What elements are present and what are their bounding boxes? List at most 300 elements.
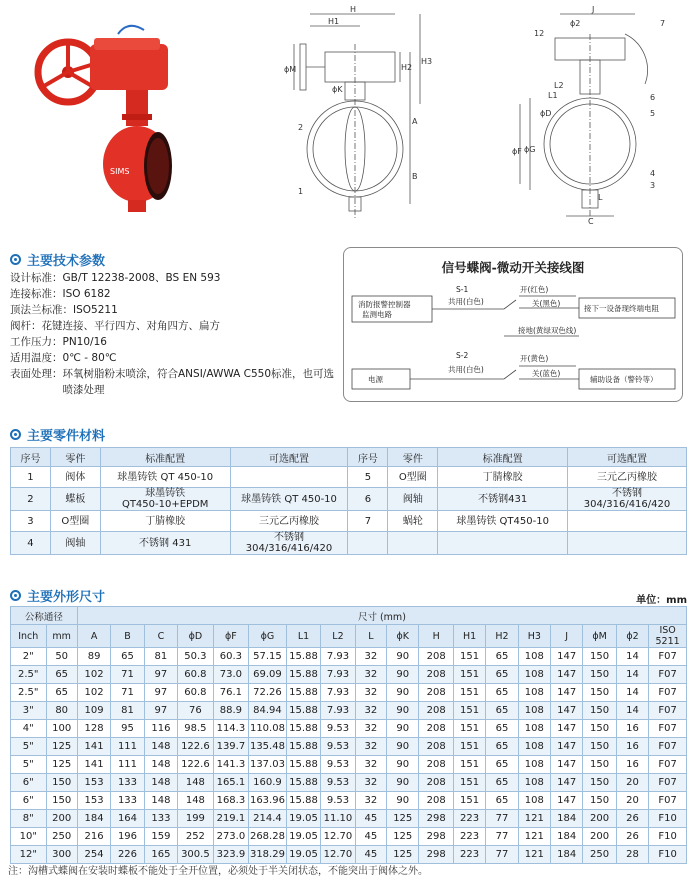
dims-row <box>11 792 687 810</box>
dims-cell: 216 <box>77 828 110 846</box>
dims-cell: 9.53 <box>321 774 355 792</box>
dims-cell: 90 <box>387 774 419 792</box>
wiring-s2-close: 关(蓝色) <box>532 369 561 378</box>
dims-cell: 90 <box>387 738 419 756</box>
parts-header-cell: 可选配置 <box>230 448 348 467</box>
parts-cell: 三元乙丙橡胶 <box>230 511 348 532</box>
dims-cell: 32 <box>355 774 386 792</box>
parts-header-cell: 可选配置 <box>568 448 687 467</box>
dims-cell: 223 <box>453 810 485 828</box>
spec-item <box>10 318 335 334</box>
dims-cell: 65 <box>46 684 77 702</box>
parts-cell <box>230 467 348 488</box>
dims-cell: 98.5 <box>178 720 214 738</box>
spec-key: 适用温度： <box>10 352 63 364</box>
dims-cell: F07 <box>649 720 687 738</box>
wiring-box1-line2: 监测电路 <box>362 310 392 319</box>
dims-cell: 8" <box>11 810 47 828</box>
dims-cell: 81 <box>111 702 144 720</box>
parts-cell: 丁腈橡胶 <box>100 511 230 532</box>
dims-column-header: L1 <box>286 625 320 648</box>
dim-phiF-label: ϕF <box>512 147 522 156</box>
dims-cell: 19.05 <box>286 828 320 846</box>
dims-row <box>11 666 687 684</box>
wiring-box2: 接下一设备现终端电阻 <box>584 304 659 313</box>
dims-cell: F10 <box>649 810 687 828</box>
dims-cell: 90 <box>387 792 419 810</box>
dims-cell: 148 <box>144 756 177 774</box>
dims-column-header: L2 <box>321 625 355 648</box>
dims-cell: 164 <box>111 810 144 828</box>
circle-bullet-icon <box>10 254 21 265</box>
dims-cell: 102 <box>77 666 110 684</box>
dims-cell: 151 <box>453 666 485 684</box>
dims-cell: 208 <box>419 756 453 774</box>
dims-cell: 196 <box>111 828 144 846</box>
dims-cell: 147 <box>551 648 583 666</box>
dims-row <box>11 756 687 774</box>
dims-cell: 122.6 <box>178 738 214 756</box>
dim-A-label: A <box>412 117 418 126</box>
dims-cell: 108 <box>518 666 550 684</box>
dims-cell: 200 <box>583 810 616 828</box>
dims-cell: 125 <box>387 846 419 864</box>
parts-cell: 阀轴 <box>50 532 100 555</box>
dims-cell: 133 <box>144 810 177 828</box>
dims-cell: 147 <box>551 720 583 738</box>
dims-cell: 223 <box>453 846 485 864</box>
parts-cell <box>568 532 687 555</box>
dim-L1-label: L1 <box>548 91 558 100</box>
dims-cell: 184 <box>77 810 110 828</box>
dims-cell: 90 <box>387 684 419 702</box>
dims-cell: 150 <box>583 774 616 792</box>
dims-cell: 77 <box>486 810 518 828</box>
parts-cell: 球墨铸铁 QT450-10+EPDM <box>100 488 230 511</box>
dims-cell: 208 <box>419 684 453 702</box>
dims-cell: 153 <box>77 774 110 792</box>
dims-cell: 14 <box>616 702 648 720</box>
dims-cell: F07 <box>649 792 687 810</box>
dims-cell: 121 <box>518 810 550 828</box>
dims-cell: 151 <box>453 792 485 810</box>
parts-row <box>11 467 687 488</box>
dims-cell: 16 <box>616 738 648 756</box>
dims-cell: 111 <box>111 756 144 774</box>
dims-cell: 160.9 <box>249 774 287 792</box>
dims-cell: 318.29 <box>249 846 287 864</box>
spec-key: 顶法兰标准： <box>10 304 73 316</box>
dims-cell: 298 <box>419 810 453 828</box>
dim-J-label: J <box>592 5 595 14</box>
parts-cell: O型圈 <box>388 467 438 488</box>
dims-cell: 65 <box>486 756 518 774</box>
dims-cell: 15.88 <box>286 702 320 720</box>
dims-row <box>11 774 687 792</box>
dims-cell: 151 <box>453 684 485 702</box>
dims-cell: 135.48 <box>249 738 287 756</box>
dims-cell: F07 <box>649 756 687 774</box>
callout-7: 7 <box>660 19 666 28</box>
dims-cell: 76.1 <box>213 684 249 702</box>
parts-row <box>11 511 687 532</box>
wiring-diagram <box>343 247 683 402</box>
parts-cell: O型圈 <box>50 511 100 532</box>
wiring-box1-line1: 消防报警控制器 <box>358 300 411 309</box>
dims-row <box>11 648 687 666</box>
dims-cell: 108 <box>518 684 550 702</box>
dims-cell: 77 <box>486 828 518 846</box>
dims-cell: 214.4 <box>249 810 287 828</box>
dims-cell: 300 <box>46 846 77 864</box>
dims-cell: 139.7 <box>213 738 249 756</box>
dims-cell: F07 <box>649 702 687 720</box>
dims-cell: 116 <box>144 720 177 738</box>
dims-cell: 298 <box>419 846 453 864</box>
dims-column-header: J <box>551 625 583 648</box>
dims-column-header: ϕM <box>583 625 616 648</box>
parts-cell: 3 <box>11 511 51 532</box>
dims-cell: 7.93 <box>321 648 355 666</box>
dims-cell: 6" <box>11 792 47 810</box>
parts-row <box>11 532 687 555</box>
dims-cell: 150 <box>583 702 616 720</box>
dims-cell: 10" <box>11 828 47 846</box>
wiring-schematic <box>344 276 684 401</box>
callout-5: 5 <box>650 109 656 118</box>
dims-cell: 148 <box>144 774 177 792</box>
dims-cell: 2.5" <box>11 666 47 684</box>
dim-phiD-label: ϕD <box>540 109 552 118</box>
dims-cell: 76 <box>178 702 214 720</box>
dims-cell: 9.53 <box>321 756 355 774</box>
dims-cell: 26 <box>616 828 648 846</box>
parts-cell <box>348 532 388 555</box>
dims-cell: 90 <box>387 648 419 666</box>
wiring-ground: 接地(黄绿双色线) <box>518 326 577 335</box>
dims-cell: 110.08 <box>249 720 287 738</box>
dims-row <box>11 810 687 828</box>
dims-column-header: H <box>419 625 453 648</box>
side-view-drawing <box>270 4 433 226</box>
dims-column-header: ϕK <box>387 625 419 648</box>
dims-cell: 250 <box>583 846 616 864</box>
dims-row <box>11 846 687 864</box>
parts-header-cell: 标准配置 <box>438 448 568 467</box>
dims-cell: 208 <box>419 648 453 666</box>
dims-column-header: L <box>355 625 386 648</box>
dims-cell: 125 <box>46 756 77 774</box>
parts-cell <box>568 511 687 532</box>
spec-value: 环氧树脂粉末喷涂，符合ANSI/AWWA C550标准，也可选喷漆处理 <box>62 368 335 396</box>
dims-cell: 32 <box>355 648 386 666</box>
dims-column-header: mm <box>46 625 77 648</box>
spec-value: GB/T 12238-2008、BS EN 593 <box>62 272 221 284</box>
dims-cell: 148 <box>144 738 177 756</box>
dims-cell: 159 <box>144 828 177 846</box>
dims-cell: 77 <box>486 846 518 864</box>
dims-cell: 122.6 <box>178 756 214 774</box>
dims-cell: 90 <box>387 756 419 774</box>
dims-cell: 45 <box>355 810 386 828</box>
dim-phiG-label: ϕG <box>524 145 536 154</box>
dims-cell: 150 <box>583 666 616 684</box>
dims-column-header: H3 <box>518 625 550 648</box>
dims-cell: 150 <box>583 720 616 738</box>
dims-column-header: H2 <box>486 625 518 648</box>
dims-cell: 14 <box>616 666 648 684</box>
dims-cell: 147 <box>551 774 583 792</box>
dims-cell: 45 <box>355 828 386 846</box>
dims-cell: 32 <box>355 756 386 774</box>
dims-cell: 133 <box>111 774 144 792</box>
wiring-s1-common: 共用(白色) <box>448 297 484 306</box>
dims-cell: 15.88 <box>286 666 320 684</box>
dims-cell: 108 <box>518 702 550 720</box>
dim-H3-label: H3 <box>421 57 433 66</box>
dims-cell: 12.70 <box>321 846 355 864</box>
wiring-s1: S-1 <box>456 285 469 294</box>
dims-cell: 2" <box>11 648 47 666</box>
dims-column-header: ISO 5211 <box>649 625 687 648</box>
dim-H-label: H <box>350 5 357 14</box>
dims-cell: 298 <box>419 828 453 846</box>
dims-cell: 223 <box>453 828 485 846</box>
dims-cell: 108 <box>518 792 550 810</box>
spec-key: 连接标准： <box>10 288 63 300</box>
dims-cell: 125 <box>387 828 419 846</box>
dims-cell: 102 <box>77 684 110 702</box>
spec-value: 0℃ - 80℃ <box>62 352 117 364</box>
dims-cell: F10 <box>649 846 687 864</box>
dim-phiM-label: ϕM <box>284 65 297 74</box>
dims-cell: 150 <box>583 792 616 810</box>
dims-cell: 208 <box>419 720 453 738</box>
dims-cell: 65 <box>486 738 518 756</box>
dims-cell: 184 <box>551 828 583 846</box>
dims-cell: 184 <box>551 846 583 864</box>
specs-list <box>10 270 335 398</box>
parts-cell: 球墨铸铁 QT 450-10 <box>230 488 348 511</box>
dims-cell: 88.9 <box>213 702 249 720</box>
dim-L2-label: L2 <box>554 81 564 90</box>
dims-cell: 60.3 <box>213 648 249 666</box>
dims-cell: 148 <box>178 792 214 810</box>
dims-cell: 90 <box>387 666 419 684</box>
dims-cell: 108 <box>518 648 550 666</box>
dims-cell: 148 <box>178 774 214 792</box>
dims-cell: 121 <box>518 846 550 864</box>
dims-cell: 65 <box>486 792 518 810</box>
parts-cell: 丁腈橡胶 <box>438 467 568 488</box>
wiring-s1-close: 关(黑色) <box>532 299 561 308</box>
callout-1: 1 <box>298 187 304 196</box>
dims-cell: 65 <box>486 720 518 738</box>
dims-cell: 150 <box>583 738 616 756</box>
parts-heading: 主要零件材料 <box>10 425 105 444</box>
dims-cell: 32 <box>355 792 386 810</box>
dims-cell: 19.05 <box>286 810 320 828</box>
dims-cell: 147 <box>551 666 583 684</box>
dims-cell: 208 <box>419 666 453 684</box>
dims-cell: 153 <box>77 792 110 810</box>
dims-cell: 300.5 <box>178 846 214 864</box>
dims-cell: 15.88 <box>286 792 320 810</box>
parts-header-cell: 零件 <box>388 448 438 467</box>
dims-cell: 109 <box>77 702 110 720</box>
dims-cell: 84.94 <box>249 702 287 720</box>
dims-cell: 165.1 <box>213 774 249 792</box>
dims-cell: 14 <box>616 648 648 666</box>
dims-cell: 108 <box>518 738 550 756</box>
dims-cell: 141.3 <box>213 756 249 774</box>
spec-key: 工作压力： <box>10 336 63 348</box>
dims-cell: 65 <box>486 648 518 666</box>
dims-cell: 9.53 <box>321 792 355 810</box>
dims-cell: 12" <box>11 846 47 864</box>
dims-column-header: C <box>144 625 177 648</box>
spec-value: 花键连接、平行四方、对角四方、扁方 <box>41 320 220 332</box>
dims-column-header: ϕD <box>178 625 214 648</box>
dims-cell: 226 <box>111 846 144 864</box>
callout-6: 6 <box>650 93 656 102</box>
dims-cell: 121 <box>518 828 550 846</box>
dims-cell: 7.93 <box>321 666 355 684</box>
dims-cell: 32 <box>355 684 386 702</box>
valve-photo <box>30 14 195 214</box>
size-header: 尺寸 (mm) <box>77 607 686 625</box>
dims-cell: 150 <box>583 756 616 774</box>
parts-cell: 不锈钢 431 <box>100 532 230 555</box>
wiring-s2: S-2 <box>456 351 469 360</box>
parts-cell <box>388 532 438 555</box>
dim-C-label: C <box>588 217 594 226</box>
dims-column-header: ϕF <box>213 625 249 648</box>
dims-cell: 80 <box>46 702 77 720</box>
install-note: 注：沟槽式蝶阀在安装时蝶板不能处于全开位置，必须处于半关闭状态，不能突出于阀体之外。 <box>8 866 428 877</box>
parts-header-cell: 零件 <box>50 448 100 467</box>
spec-key: 表面处理： <box>10 368 63 380</box>
dims-cell: 200 <box>46 810 77 828</box>
wiring-s2-open: 开(黄色) <box>520 354 549 363</box>
dims-cell: 3" <box>11 702 47 720</box>
parts-cell: 蝶板 <box>50 488 100 511</box>
dims-cell: 137.03 <box>249 756 287 774</box>
dims-cell: 50.3 <box>178 648 214 666</box>
dims-cell: 125 <box>46 738 77 756</box>
parts-cell: 6 <box>348 488 388 511</box>
dims-cell: 9.53 <box>321 720 355 738</box>
dims-cell: 15.88 <box>286 648 320 666</box>
dims-cell: 168.3 <box>213 792 249 810</box>
dims-row <box>11 702 687 720</box>
parts-cell: 三元乙丙橡胶 <box>568 467 687 488</box>
parts-cell: 阀体 <box>50 467 100 488</box>
dims-cell: 151 <box>453 720 485 738</box>
dims-cell: 151 <box>453 774 485 792</box>
dims-cell: 150 <box>46 774 77 792</box>
dims-cell: 69.09 <box>249 666 287 684</box>
dims-cell: 73.0 <box>213 666 249 684</box>
dims-cell: 163.96 <box>249 792 287 810</box>
dims-cell: 81 <box>144 648 177 666</box>
dims-cell: 65 <box>486 666 518 684</box>
dims-cell: 219.1 <box>213 810 249 828</box>
dims-column-header: ϕ2 <box>616 625 648 648</box>
parts-row <box>11 488 687 511</box>
dims-cell: 133 <box>111 792 144 810</box>
svg-text:SIMS: SIMS <box>110 167 130 176</box>
dim-H2-label: H2 <box>401 63 413 72</box>
dims-cell: 57.15 <box>249 648 287 666</box>
spec-value: ISO5211 <box>73 304 118 316</box>
dims-cell: 15.88 <box>286 774 320 792</box>
dims-cell: 50 <box>46 648 77 666</box>
wiring-s2-common: 共用(白色) <box>448 365 484 374</box>
dims-cell: 6" <box>11 774 47 792</box>
dims-cell: 254 <box>77 846 110 864</box>
dims-cell: 65 <box>111 648 144 666</box>
dims-cell: 89 <box>77 648 110 666</box>
circle-bullet-icon <box>10 429 21 440</box>
dims-cell: F07 <box>649 684 687 702</box>
dims-cell: 60.8 <box>178 684 214 702</box>
dims-cell: 151 <box>453 702 485 720</box>
dims-column-header: ϕG <box>249 625 287 648</box>
dims-cell: 45 <box>355 846 386 864</box>
dims-cell: 108 <box>518 774 550 792</box>
dims-cell: 71 <box>111 684 144 702</box>
dim-H1-label: H1 <box>328 17 340 26</box>
dims-cell: F10 <box>649 828 687 846</box>
dims-cell: 16 <box>616 756 648 774</box>
dim-B-label: B <box>412 172 418 181</box>
dims-row <box>11 738 687 756</box>
dims-cell: 268.28 <box>249 828 287 846</box>
dims-cell: 15.88 <box>286 720 320 738</box>
dims-cell: 208 <box>419 738 453 756</box>
dims-column-header: A <box>77 625 110 648</box>
dims-cell: 11.10 <box>321 810 355 828</box>
dims-cell: 5" <box>11 738 47 756</box>
dims-row <box>11 684 687 702</box>
parts-header-cell: 序号 <box>348 448 388 467</box>
dims-cell: 72.26 <box>249 684 287 702</box>
callout-4: 4 <box>650 169 656 178</box>
dims-cell: 323.9 <box>213 846 249 864</box>
dims-cell: 97 <box>144 684 177 702</box>
dims-cell: 141 <box>77 756 110 774</box>
spec-item <box>10 350 335 366</box>
parts-cell: 不锈钢 304/316/416/420 <box>568 488 687 511</box>
dims-cell: 20 <box>616 792 648 810</box>
dims-cell: 26 <box>616 810 648 828</box>
circle-bullet-icon <box>10 590 21 601</box>
spec-item <box>10 270 335 286</box>
illustration-area <box>0 0 695 230</box>
dims-cell: 14 <box>616 684 648 702</box>
spec-key: 设计标准： <box>10 272 63 284</box>
parts-header-cell: 标准配置 <box>100 448 230 467</box>
nominal-diameter-header: 公称通径 <box>11 607 78 625</box>
dims-cell: F07 <box>649 648 687 666</box>
dims-cell: 71 <box>111 666 144 684</box>
dims-cell: 151 <box>453 738 485 756</box>
spec-item <box>10 366 335 398</box>
dims-cell: 97 <box>144 702 177 720</box>
dims-cell: 65 <box>486 774 518 792</box>
spec-value: ISO 6182 <box>62 288 111 300</box>
